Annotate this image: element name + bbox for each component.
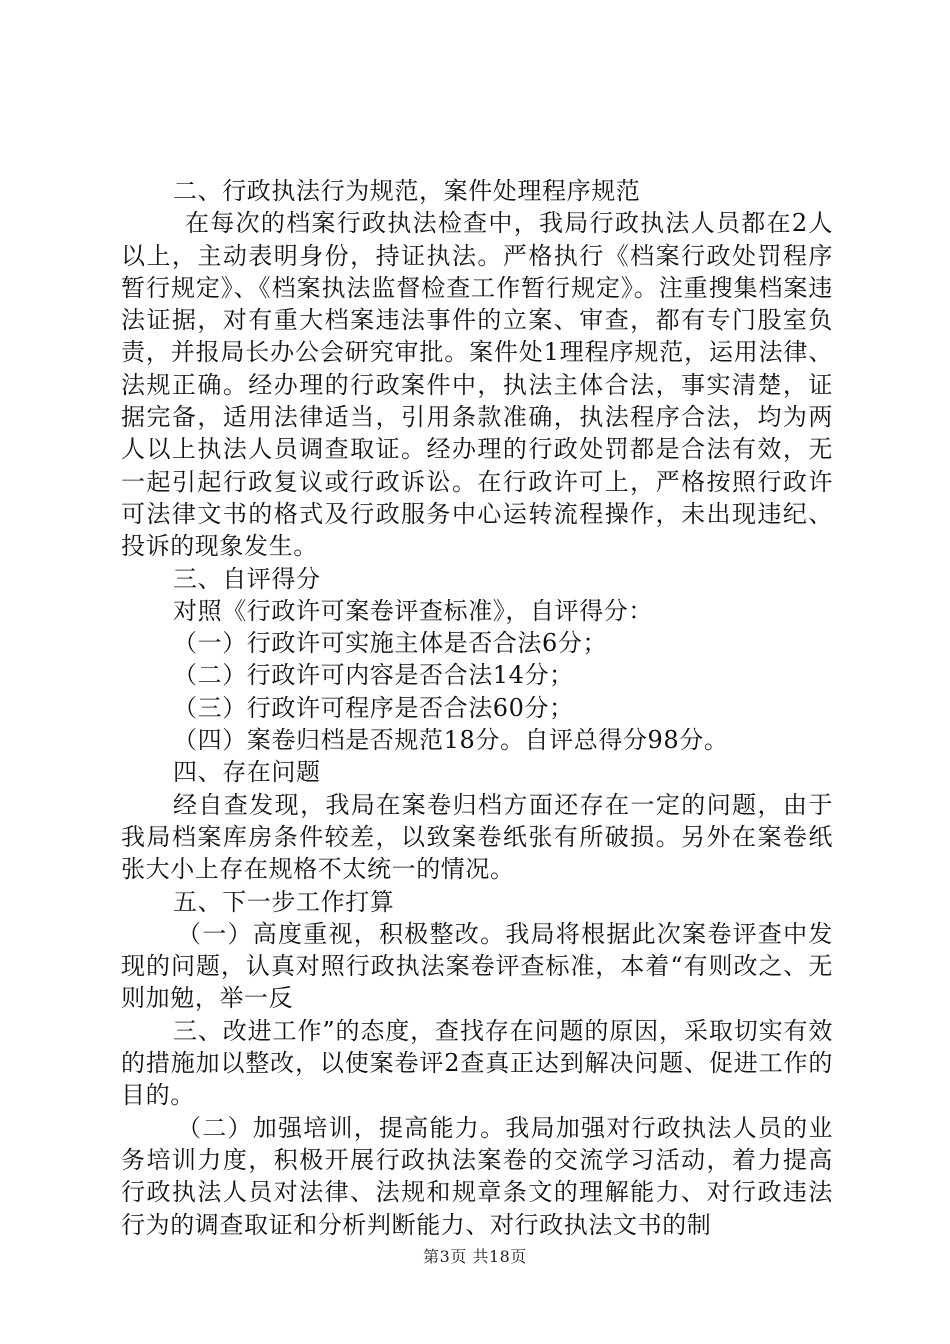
section-heading-2: 二、行政执法行为规范，案件处理程序规范 <box>173 177 641 205</box>
section-heading-4: 四、存在问题 <box>173 758 321 787</box>
paragraph-plan-2: （二）加强培训，提高能力。我局加强对行政执法人员的业务培训力度，积极开展行政执法案卷的交流学习活动，着力提高行政执法人员对法律、法规和规章条文的理解能力、对行政违法行为的调查取证和分析判断能力、对行政执法文书的制 <box>121 1113 833 1239</box>
paragraph-plan-1-cont: 三、改进工作”的态度，查找存在问题的原因，采取切实有效的措施加以整改，以使案卷评2查真正达到解决问题、促进工作的目的。 <box>121 1016 833 1110</box>
paragraph-enforcement: 在每次的档案行政执法检查中，我局行政执法人员都在2人以上，主动表明身份，持证执法。严格执行《档案行政处罚程序暂行规定》、《档案执法监督检查工作暂行规定》。注重搜集档案违法证据，对有重大档案违法事件的立案、审查，都有专门股室负责，并报局长办公会研究审批。案件处1理程序规范，运用法律、法规正确。经办理的行政案件中，执法主体合法，事实清楚，证据完备，适用法律适当，引用条款准确，执法程序合法，均为两人以上执法人员调查取证。经办理的行政处罚都是合法有效，无一起引起行政复议或行政诉讼。在行政许可上，严格按照行政许可法律文书的格式及行政服务中心运转流程操作，未出现违纪、投诉的现象发生。 <box>121 209 833 561</box>
section-heading-5: 五、下一步工作打算 <box>173 887 395 916</box>
score-item-1: （一）行政许可实施主体是否合法6分； <box>173 629 608 658</box>
paragraph-plan-1: （一）高度重视，积极整改。我局将根据此次案卷评查中发现的问题，认真对照行政执法案卷评查标准，本着“有则改之、无则加勉，举一反 <box>121 919 833 1013</box>
paragraph-score-intro: 对照《行政许可案卷评查标准》，自评得分： <box>173 596 653 625</box>
document-body <box>121 175 833 1241</box>
score-item-3: （三）行政许可程序是否合法60分； <box>173 693 574 722</box>
page-number-footer: 第3页 共18页 <box>423 1247 527 1266</box>
score-item-4: （四）案卷归档是否规范18分。自评总得分98分。 <box>173 726 729 755</box>
score-item-2: （二）行政许可内容是否合法14分； <box>173 661 574 690</box>
paragraph-problems: 经自查发现，我局在案卷归档方面还存在一定的问题，由于我局档案库房条件较差，以致案卷纸张有所破损。另外在案卷纸张大小上存在规格不太统一的情况。 <box>121 790 833 884</box>
section-heading-3: 三、自评得分 <box>173 564 321 593</box>
